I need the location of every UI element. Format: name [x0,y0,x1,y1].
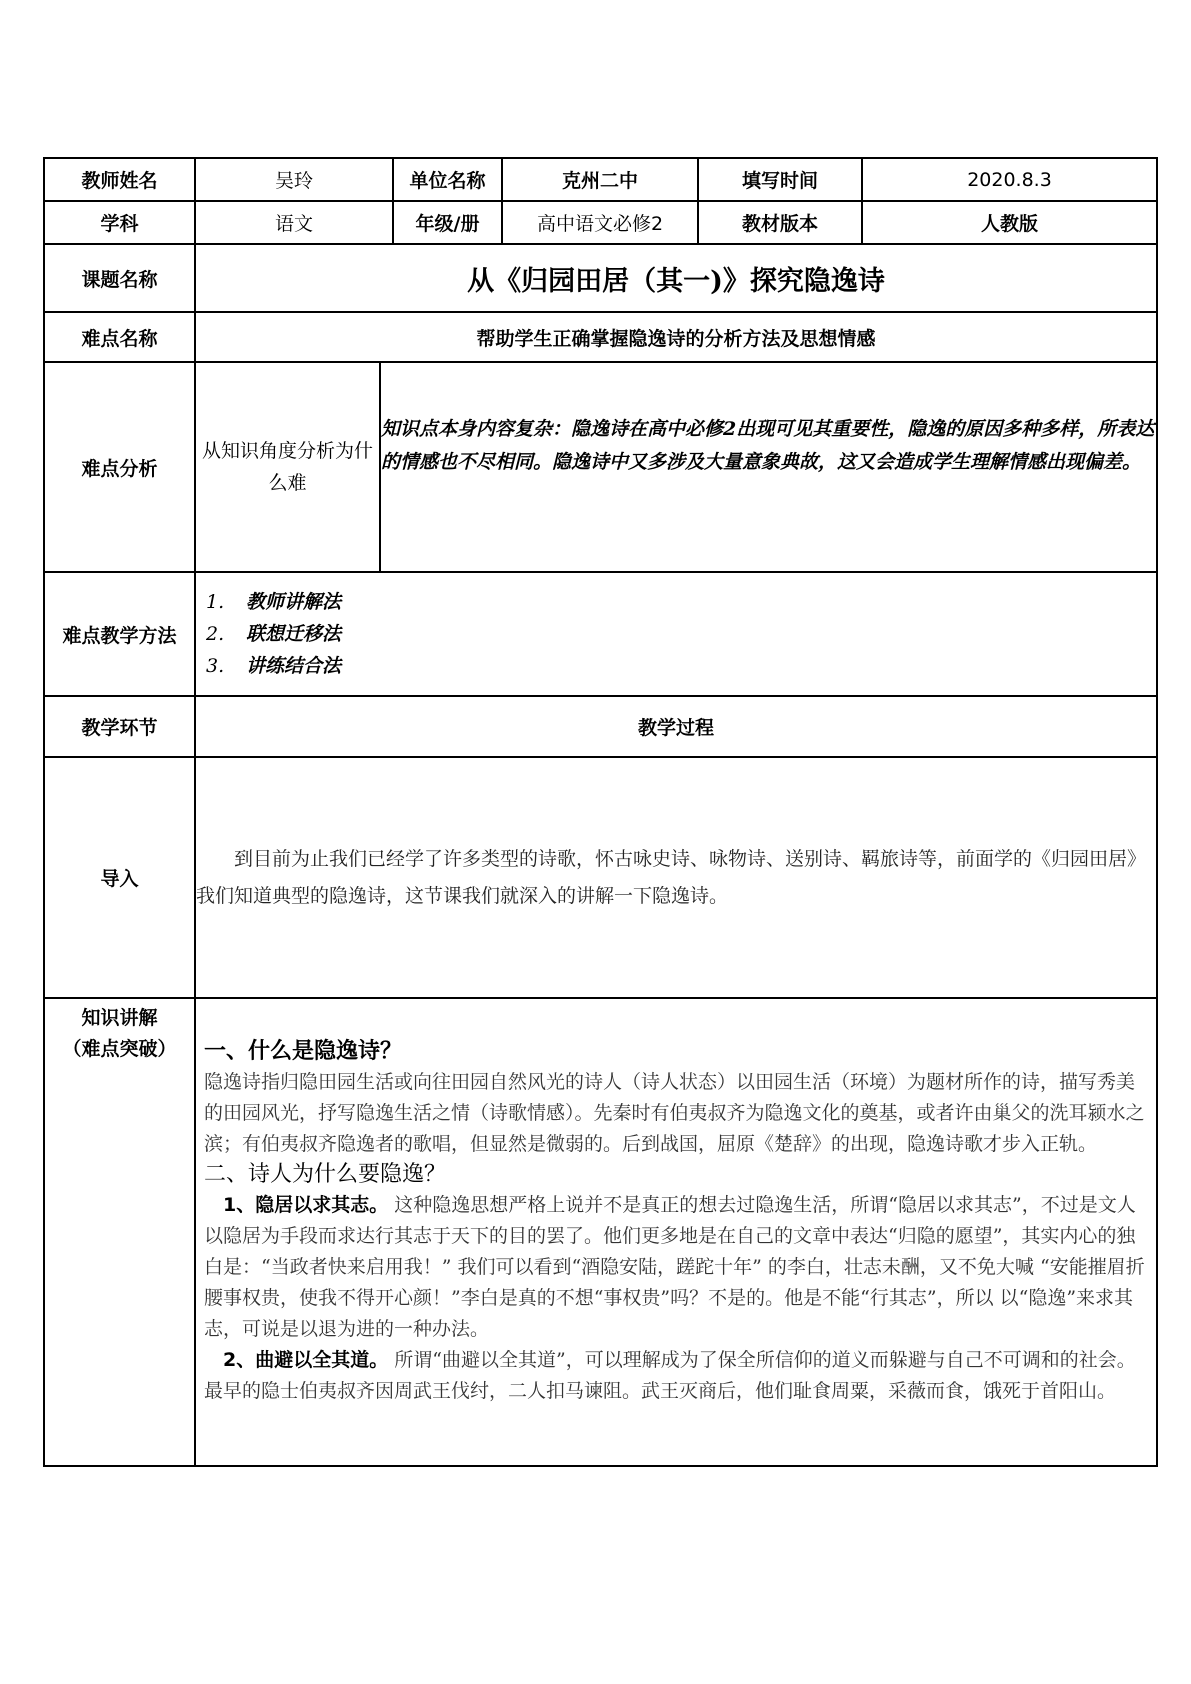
point-1-title: 1、隐居以求其志。 [223,1194,389,1216]
section-heading-1: 一、什么是隐逸诗？ [204,1039,403,1064]
methods-label: 难点教学方法 [44,572,195,696]
method-text: 教师讲解法 [246,591,342,613]
difficulty-text: 帮助学生正确掌握隐逸诗的分析方法及思想情感 [195,312,1157,362]
methods-list-cell [195,572,1157,696]
analysis-label: 难点分析 [44,362,195,572]
grade-label: 年级/册 [393,201,502,244]
knowledge-label-line2: （难点突破） [62,1038,177,1060]
date-label: 填写时间 [698,158,862,201]
point-2 [204,1345,1148,1407]
point-1-text: 这种隐逸思想严格上说并不是真正的想去过隐逸生活，所谓“隐居以求其志”，不过是文人以隐居为手段而求达行其志于天下的目的罢了。他们更多地是在自己的文章中表达“归隐的愿望”，其实内心的独白是：“当政者快来启用我！” 我们可以看到“酒隐安陆，蹉跎十年” 的李白，壮志未酬，又不免大喊 “安能摧眉折腰事权贵，使我不得开心颜！”李白是真的不想“事权贵”吗？不是的。他是不能“行其志”，所以 以“隐逸”来求其志，可说是以退为进的一种办法。 [204,1194,1145,1340]
method-item [206,586,1146,618]
section-heading-2: 二、诗人为什么要隐逸？ [204,1162,447,1187]
lesson-plan-table [43,157,1158,1467]
methods-list [206,586,1146,682]
analysis-question: 从知识角度分析为什么难 [196,363,380,571]
knowledge-label-line1: 知识讲解 [81,1007,158,1029]
method-item [206,618,1146,650]
method-number: 3. [206,655,225,677]
grade-value: 高中语文必修2 [502,201,698,244]
edition-value: 人教版 [862,201,1157,244]
methods-row [44,572,1157,696]
lesson-plan-sheet [43,157,1156,1467]
method-text: 联想迁移法 [246,623,342,645]
section-paragraph-1: 隐逸诗指归隐田园生活或向往田园自然风光的诗人（诗人状态）以田园生活（环境）为题材所作的诗，描写秀美的田园风光，抒写隐逸生活之情（诗歌情感）。先秦时有伯夷叔齐为隐逸文化的奠基，或者许由巢父的洗耳颍水之滨；有伯夷叔齐隐逸者的歌唱，但显然是微弱的。后到战国，屈原《楚辞》的出现，隐逸诗歌才步入正轨。 [204,1071,1145,1155]
analysis-inner [196,363,1156,571]
analysis-row [44,362,1157,572]
knowledge-label [44,998,195,1466]
method-number: 2. [206,623,225,645]
point-2-title: 2、曲避以全其道。 [223,1349,389,1371]
subject-value: 语文 [195,201,393,244]
knowledge-row [44,998,1157,1466]
date-value: 2020.8.3 [862,158,1157,201]
teacher-value: 吴玲 [195,158,393,201]
subject-label: 学科 [44,201,195,244]
knowledge-content [195,998,1157,1466]
topic-row [44,244,1157,312]
analysis-cell [195,362,1157,572]
point-2-text: 所谓“曲避以全其道”，可以理解成为了保全所信仰的道义而躲避与自己不可调和的社会。最早的隐士伯夷叔齐因周武王伐纣，二人扣马谏阻。武王灭商后，他们耻食周粟，采薇而食，饿死于首阳山。 [204,1349,1136,1402]
point-1 [204,1190,1148,1345]
process-label: 教学过程 [195,696,1157,757]
header-row-2 [44,201,1157,244]
edition-label: 教材版本 [698,201,862,244]
unit-label: 单位名称 [393,158,502,201]
process-header-row [44,696,1157,757]
intro-text: 到目前为止我们已经学了许多类型的诗歌，怀古咏史诗、咏物诗、送别诗、羁旅诗等，前面学的《归园田居》我们知道典型的隐逸诗，这节课我们就深入的讲解一下隐逸诗。 [196,847,1147,907]
method-text: 讲练结合法 [246,655,342,677]
header-row-1 [44,158,1157,201]
method-number: 1. [206,591,225,613]
teacher-label: 教师姓名 [44,158,195,201]
method-item [206,650,1146,682]
difficulty-label: 难点名称 [44,312,195,362]
intro-label: 导入 [44,757,195,998]
stage-label: 教学环节 [44,696,195,757]
difficulty-row [44,312,1157,362]
analysis-text: 知识点本身内容复杂：隐逸诗在高中必修2出现可见其重要性，隐逸的原因多种多样，所表达的情感也不尽相同。隐逸诗中又多涉及大量意象典故，这又会造成学生理解情感出现偏差。 [381,418,1155,473]
intro-cell [195,757,1157,998]
topic-title: 从《归园田居（其一)》探究隐逸诗 [195,244,1157,312]
intro-row [44,757,1157,998]
topic-label: 课题名称 [44,244,195,312]
unit-value: 克州二中 [502,158,698,201]
